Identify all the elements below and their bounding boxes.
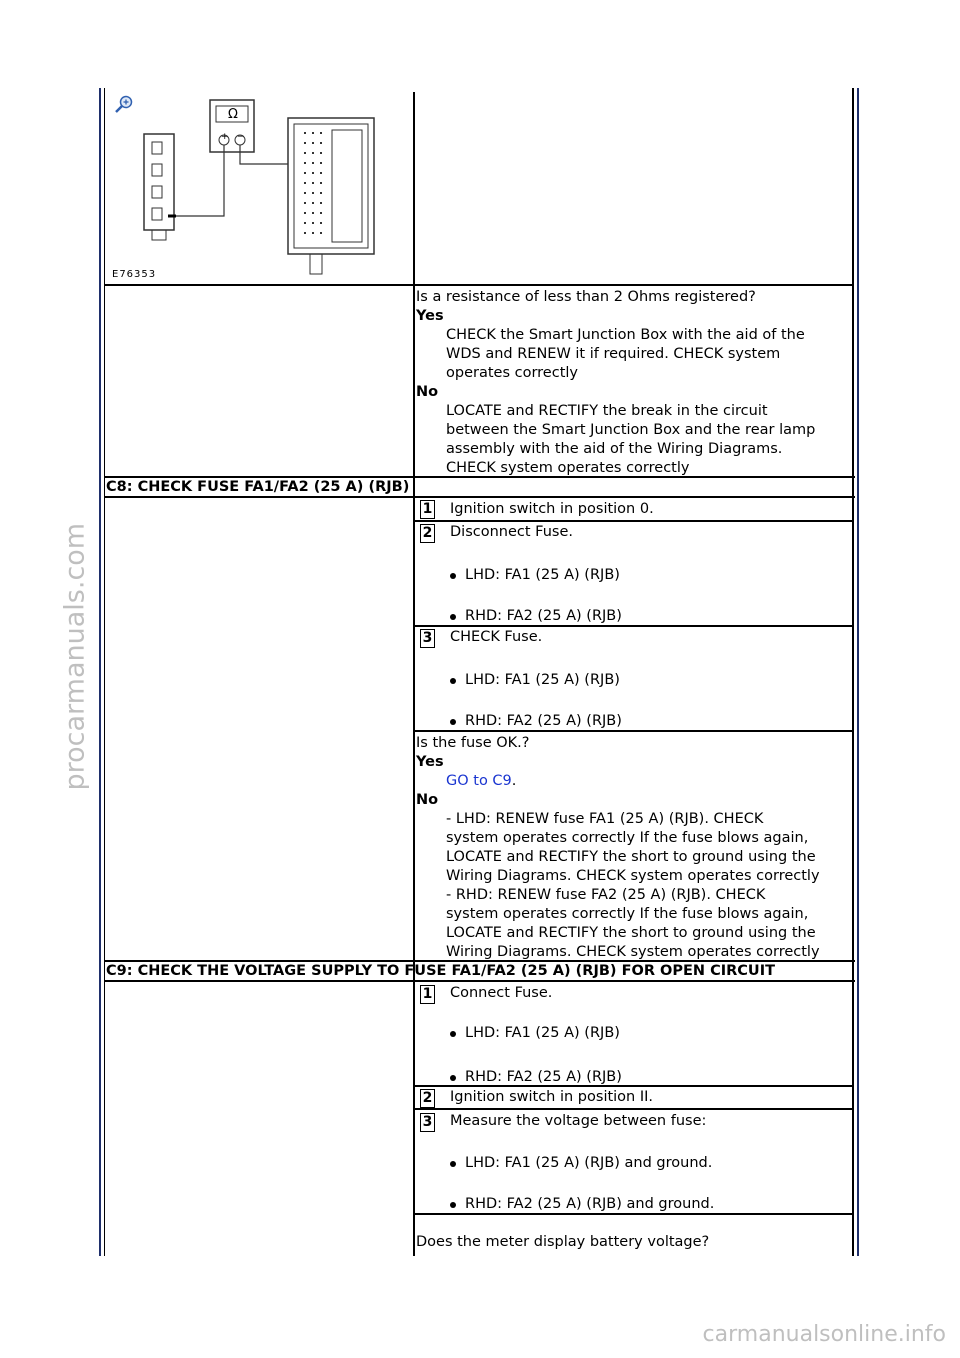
bullet-dot: [450, 573, 456, 579]
c7-no-line: LOCATE and RECTIFY the break in the circuit: [446, 403, 768, 419]
bottom-watermark: carmanualsonline.info: [702, 1322, 946, 1347]
bullet-dot: [450, 614, 456, 620]
c7-no-line: CHECK system operates correctly: [446, 460, 690, 476]
c9-step-number: 1: [420, 985, 435, 1004]
c8-step-number: 1: [420, 500, 435, 519]
page-border-left-inner: [104, 88, 105, 1256]
c7-yes-line: CHECK the Smart Junction Box with the aid of the: [446, 327, 805, 343]
c8-no-line: - RHD: RENEW fuse FA2 (25 A) (RJB). CHECK: [446, 887, 766, 903]
c7-no-line: assembly with the aid of the Wiring Diagrams.: [446, 441, 783, 457]
meter-ohm-label: Ω: [228, 107, 238, 122]
c8-bullet: RHD: FA2 (25 A) (RJB): [465, 608, 622, 624]
c8-no-line: LOCATE and RECTIFY the short to ground using the: [446, 849, 816, 865]
c7-no-label: No: [416, 384, 439, 400]
c9-question: Does the meter display battery voltage?: [416, 1234, 710, 1250]
column-divider: [413, 92, 415, 1256]
bullet-dot: [450, 1161, 456, 1167]
c8-bullet: LHD: FA1 (25 A) (RJB): [465, 672, 620, 688]
multimeter-wiring-diagram: [106, 92, 412, 284]
c8-step-text: Ignition switch in position 0.: [450, 501, 654, 517]
c8-step-number: 2: [420, 524, 435, 543]
c8-no-line: - LHD: RENEW fuse FA1 (25 A) (RJB). CHECK: [446, 811, 764, 827]
c9-step-text: Connect Fuse.: [450, 985, 553, 1001]
bullet-dot: [450, 678, 456, 684]
c9-bullet: RHD: FA2 (25 A) (RJB): [465, 1069, 622, 1085]
row-separator: [415, 730, 854, 732]
page-border-right: [857, 88, 859, 1256]
c9-section-header: C9: CHECK THE VOLTAGE SUPPLY TO FUSE FA1/FA2 (25 A) (RJB) FOR OPEN CIRCUIT: [104, 960, 855, 982]
c9-step-number: 3: [420, 1113, 435, 1132]
c8-no-line: system operates correctly If the fuse blows again,: [446, 906, 809, 922]
c8-section-header: C8: CHECK FUSE FA1/FA2 (25 A) (RJB): [104, 476, 855, 498]
c9-step-text: Ignition switch in position II.: [450, 1089, 654, 1105]
row-separator: [415, 520, 854, 522]
c9-bullet: LHD: FA1 (25 A) (RJB): [465, 1025, 620, 1041]
row-separator: [415, 1085, 854, 1087]
c8-step-number: 3: [420, 629, 435, 648]
meter-plus-label: +: [221, 132, 229, 142]
c8-bullet: RHD: FA2 (25 A) (RJB): [465, 713, 622, 729]
c7-no-line: between the Smart Junction Box and the rear lamp: [446, 422, 816, 438]
figure-code: E76353: [112, 269, 157, 280]
go-to-c9-link[interactable]: GO to C9: [446, 773, 512, 789]
c8-question: Is the fuse OK.?: [416, 735, 530, 751]
row-separator: [104, 284, 854, 286]
page-border-left: [99, 88, 101, 1256]
c8-no-line: Wiring Diagrams. CHECK system operates correctly: [446, 868, 820, 884]
c8-yes-label: Yes: [416, 754, 444, 770]
bullet-dot: [450, 1031, 456, 1037]
side-watermark: procarmanuals.com: [59, 522, 91, 791]
bullet-dot: [450, 1075, 456, 1081]
page-border-right-inner: [852, 88, 854, 1256]
c8-no-line: system operates correctly If the fuse blows again,: [446, 830, 809, 846]
c9-bullet: LHD: FA1 (25 A) (RJB) and ground.: [465, 1155, 713, 1171]
c7-question: Is a resistance of less than 2 Ohms registered?: [416, 289, 756, 305]
c8-no-line: LOCATE and RECTIFY the short to ground using the: [446, 925, 816, 941]
c8-yes-suffix: .: [511, 773, 517, 789]
row-separator: [415, 1213, 854, 1215]
c8-no-label: No: [416, 792, 439, 808]
c7-yes-label: Yes: [416, 308, 444, 324]
c8-no-line: Wiring Diagrams. CHECK system operates correctly: [446, 944, 820, 960]
c8-step-text: Disconnect Fuse.: [450, 524, 573, 540]
bullet-dot: [450, 719, 456, 725]
row-separator: [415, 625, 854, 627]
meter-minus-label: −: [237, 132, 245, 142]
c8-yes-line: [446, 772, 516, 791]
c8-step-text: CHECK Fuse.: [450, 629, 543, 645]
c9-step-number: 2: [420, 1089, 435, 1108]
c7-yes-line: operates correctly: [446, 365, 578, 381]
bullet-dot: [450, 1202, 456, 1208]
row-separator: [415, 1108, 854, 1110]
c9-bullet: RHD: FA2 (25 A) (RJB) and ground.: [465, 1196, 715, 1212]
c7-yes-line: WDS and RENEW it if required. CHECK system: [446, 346, 781, 362]
c8-bullet: LHD: FA1 (25 A) (RJB): [465, 567, 620, 583]
diagram-figure: [106, 92, 412, 284]
c9-step-text: Measure the voltage between fuse:: [450, 1113, 707, 1129]
